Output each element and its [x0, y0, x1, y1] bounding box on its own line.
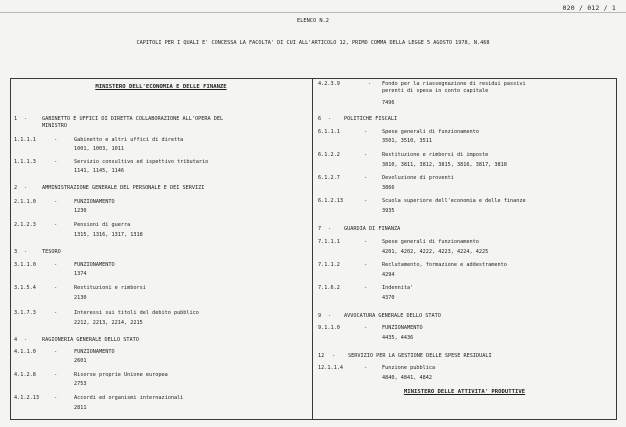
chapter-numbers: 7496: [382, 100, 395, 106]
chapter-code: 7.1.1.2: [318, 262, 340, 268]
dash: -: [54, 159, 58, 165]
dash: -: [364, 325, 368, 331]
chapter-numbers: 4435, 4436: [382, 335, 414, 341]
dash: -: [24, 249, 28, 255]
chapter-code: 4.1.2.8: [14, 372, 36, 378]
chapter-label: Risorse proprie Unione europea: [74, 372, 168, 378]
dash: -: [364, 152, 368, 158]
chapter-numbers: 1230: [74, 208, 87, 214]
page-identifier: 020 / 012 / 1: [562, 4, 616, 12]
list-subtitle: CAPITOLI PER I QUALI E' CONCESSA LA FACOLTA' DI CUI ALL'ARTICOLO 12, PRIMO COMMA DELLA LEGGE 5 AGOSTO 1978, N.468: [136, 40, 490, 46]
dash: -: [332, 353, 336, 359]
chapter-numbers: 1374: [74, 271, 87, 277]
section-label-continued: MINISTRO: [42, 123, 67, 129]
section-label: TESORO: [42, 249, 61, 255]
chapter-code: 1.1.1.1: [14, 137, 36, 143]
chapter-label: FUNZIONAMENTO: [382, 325, 423, 331]
chapter-label: Fondo per la riassegnazione di residui passivi: [382, 81, 526, 87]
ministry-title-box: [313, 386, 616, 398]
chapter-numbers: 4294: [382, 272, 395, 278]
chapter-code: 2.1.1.0: [14, 199, 36, 205]
chapter-label: Devoluzione di proventi: [382, 175, 454, 181]
list-title: ELENCO N.2: [297, 18, 329, 24]
chapter-label: Pensioni di guerra: [74, 222, 131, 228]
section-code: 6: [318, 116, 322, 122]
section-label: SERVIZIO PER LA GESTIONE DELLE SPESE RESIDUALI: [348, 353, 492, 359]
chapter-label: Spese generali di funzionamento: [382, 129, 479, 135]
chapter-code: 3.1.5.4: [14, 285, 36, 291]
chapter-code: 12.1.1.4: [318, 365, 343, 371]
chapter-label: Restituzione e rimborsi di imposte: [382, 152, 489, 158]
dash: -: [54, 137, 58, 143]
table-frame: [10, 78, 617, 420]
chapter-code: 9.1.1.0: [318, 325, 340, 331]
chapter-label: Funzione pubblica: [382, 365, 436, 371]
chapter-code: 3.1.7.3: [14, 310, 36, 316]
chapter-label: FUNZIONAMENTO: [74, 262, 115, 268]
dash: -: [328, 226, 332, 232]
dash: -: [54, 395, 58, 401]
column-divider: [312, 78, 313, 420]
section-code: 4: [14, 337, 18, 343]
dash: -: [54, 199, 58, 205]
chapter-code: 4.2.3.9: [318, 81, 340, 87]
section-code: 9: [318, 313, 322, 319]
dash: -: [54, 285, 58, 291]
chapter-code: 3.1.1.0: [14, 262, 36, 268]
dash: -: [54, 349, 58, 355]
chapter-label-continued: perenti di spesa in conto capitale: [382, 88, 489, 94]
dash: -: [364, 175, 368, 181]
section-label: AMMINISTRAZIONE GENERALE DEL PERSONALE E DEI SERVIZI: [42, 185, 205, 191]
chapter-code: 7.1.1.1: [318, 239, 340, 245]
dash: -: [364, 239, 368, 245]
section-label: GABINETTO E UFFICI DI DIRETTA COLLABORAZIONE ALL'OPERA DEL: [42, 116, 224, 122]
chapter-code: 6.1.2.2: [318, 152, 340, 158]
chapter-label: Spese generali di funzionamento: [382, 239, 479, 245]
section-code: 2: [14, 185, 18, 191]
dash: -: [368, 81, 372, 87]
chapter-label: Indennita': [382, 285, 414, 291]
dash: -: [364, 365, 368, 371]
chapter-label: FUNZIONAMENTO: [74, 349, 115, 355]
chapter-numbers: 2753: [74, 381, 87, 387]
ministry-title: MINISTERO DELL'ECONOMIA E DELLE FINANZE: [95, 84, 227, 90]
chapter-numbers: 4370: [382, 295, 395, 301]
chapter-numbers: 2811: [74, 405, 87, 411]
chapter-numbers: 2130: [74, 295, 87, 301]
section-code: 1: [14, 116, 18, 122]
dash: -: [328, 116, 332, 122]
ministry-title-box: [11, 79, 311, 95]
chapter-label: Scuola superiore dell'economia e delle finanze: [382, 198, 526, 204]
chapter-code: 4.1.2.13: [14, 395, 39, 401]
chapter-label: Reclutamento, formazione e addestramento: [382, 262, 507, 268]
dash: -: [24, 116, 28, 122]
dash: -: [364, 198, 368, 204]
chapter-numbers: 1141, 1145, 1146: [74, 168, 124, 174]
chapter-numbers: 3810, 3811, 3812, 3815, 3816, 3817, 3818: [382, 162, 507, 168]
ministry-title: MINISTERO DELLE ATTIVITA' PRODUTTIVE: [403, 389, 526, 395]
dash: -: [54, 310, 58, 316]
chapter-numbers: 3866: [382, 185, 395, 191]
chapter-numbers: 2601: [74, 358, 87, 364]
chapter-code: 1.1.1.3: [14, 159, 36, 165]
chapter-label: FUNZIONAMENTO: [74, 199, 115, 205]
chapter-label: Gabinetto e altri uffici di diretta: [74, 137, 184, 143]
chapter-label: Restituzioni e rimborsi: [74, 285, 146, 291]
chapter-label: Accordi ed organismi internazionali: [74, 395, 184, 401]
chapter-code: 2.1.2.3: [14, 222, 36, 228]
section-code: 12: [318, 353, 325, 359]
dash: -: [364, 129, 368, 135]
header-rule: [0, 12, 626, 13]
chapter-code: 7.1.6.2: [318, 285, 340, 291]
chapter-numbers: 2212, 2213, 2214, 2215: [74, 320, 143, 326]
chapter-numbers: 3935: [382, 208, 395, 214]
chapter-numbers: 4840, 4841, 4842: [382, 375, 432, 381]
section-code: 7: [318, 226, 322, 232]
section-label: AVVOCATURA GENERALE DELLO STATO: [344, 313, 441, 319]
section-code: 3: [14, 249, 18, 255]
dash: -: [54, 262, 58, 268]
dash: -: [364, 262, 368, 268]
section-label: RAGIONERIA GENERALE DELLO STATO: [42, 337, 139, 343]
chapter-numbers: 1001, 1003, 1011: [74, 146, 124, 152]
dash: -: [364, 285, 368, 291]
chapter-code: 6.1.1.1: [318, 129, 340, 135]
dash: -: [24, 185, 28, 191]
section-label: GUARDIA DI FINANZA: [344, 226, 401, 232]
chapter-code: 6.1.2.13: [318, 198, 343, 204]
chapter-code: 4.1.1.0: [14, 349, 36, 355]
dash: -: [328, 313, 332, 319]
chapter-code: 6.1.2.7: [318, 175, 340, 181]
chapter-numbers: 4201, 4202, 4222, 4223, 4224, 4225: [382, 249, 489, 255]
dash: -: [24, 337, 28, 343]
dash: -: [54, 372, 58, 378]
chapter-numbers: 3501, 3510, 3511: [382, 138, 432, 144]
chapter-label: Interessi sui titoli del debito pubblico: [74, 310, 199, 316]
chapter-label: Servizio consultivo ed ispettivo tributario: [74, 159, 209, 165]
chapter-numbers: 1315, 1316, 1317, 1318: [74, 232, 143, 238]
section-label: POLITICHE FISCALI: [344, 116, 398, 122]
dash: -: [54, 222, 58, 228]
